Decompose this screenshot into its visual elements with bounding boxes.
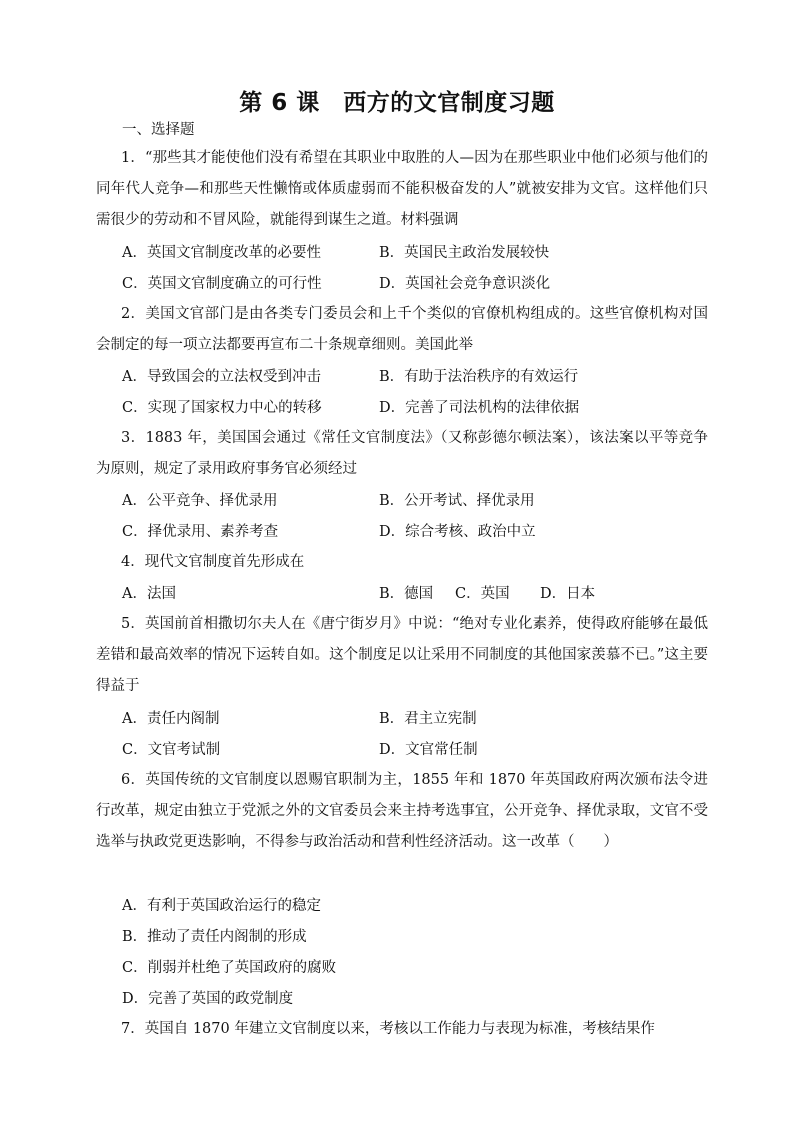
question-2-option-d: D．完善了司法机构的法律依据 (379, 400, 580, 416)
question-7-stem: 7．英国自 1870 年建立文官制度以来，考核以工作能力与表现为标准，考核结果作 (121, 1021, 655, 1037)
question-3-option-a: A．公平竞争、择优录用 (122, 493, 278, 509)
question-4-option-c: C．英国 (455, 586, 510, 602)
question-5-option-d: D．文官常任制 (379, 742, 478, 758)
question-6-option-b: B．推动了责任内阁制的形成 (122, 929, 307, 945)
question-3-option-d: D．综合考核、政治中立 (379, 524, 536, 540)
question-6-option-c: C．削弱并杜绝了英国政府的腐败 (122, 960, 337, 976)
question-1-option-c: C．英国文官制度确立的可行性 (122, 276, 322, 292)
question-2-option-c: C．实现了国家权力中心的转移 (122, 400, 322, 416)
section-heading: 一、选择题 (122, 122, 195, 138)
question-2-stem: 2．美国文官部门是由各类专门委员会和上千个类似的官僚机构组成的。这些官僚机构对国会制定的每一项立法都要再宣布二十条规章细则。美国此举 (96, 306, 708, 353)
page-title: 第 6 课 西方的文官制度习题 (239, 90, 555, 116)
question-4-option-a: A．法国 (122, 586, 176, 602)
question-1-option-a: A．英国文官制度改革的必要性 (122, 245, 321, 261)
question-1-option-d: D．英国社会竞争意识淡化 (379, 276, 551, 292)
question-5-option-b: B．君主立宪制 (379, 711, 477, 727)
question-1-option-b: B．英国民主政治发展较快 (379, 245, 550, 261)
question-1-stem: 1．“那些其才能使他们没有希望在其职业中取胜的人—因为在那些职业中他们必须与他们的同年代人竞争—和那些天性懒惰或体质虚弱而不能积极奋发的人”就被安排为文官。这样他们只需很少的劳动和不冒风险，就能得到谋生之道。材料强调 (96, 150, 708, 228)
question-6-stem: 6．英国传统的文官制度以恩赐官职制为主，1855 年和 1870 年英国政府两次颁布法令进行改革，规定由独立于党派之外的文官委员会来主持考选事宜，公开竞争、择优录取，文官不受选举与执政党更迭影响，不得参与政治活动和营利性经济活动。这一改革（ ） (96, 772, 708, 850)
question-3-option-c: C．择优录用、素养考查 (122, 524, 279, 540)
question-6-option-a: A．有利于英国政治运行的稳定 (122, 898, 321, 914)
question-4-option-b: B．德国 (379, 586, 434, 602)
question-2-option-b: B．有助于法治秩序的有效运行 (379, 369, 579, 385)
question-4-stem: 4．现代文官制度首先形成在 (121, 554, 305, 570)
question-5-option-c: C．文官考试制 (122, 742, 221, 758)
question-3-stem: 3．1883 年，美国国会通过《常任文官制度法》（又称彭德尔顿法案），该法案以平等竞争为原则，规定了录用政府事务官必须经过 (96, 430, 708, 477)
question-3-option-b: B．公开考试、择优录用 (379, 493, 535, 509)
question-4-option-d: D．日本 (540, 586, 596, 602)
question-5-stem: 5．英国前首相撒切尔夫人在《唐宁街岁月》中说：“绝对专业化素养，使得政府能够在最低差错和最高效率的情况下运转自如。这个制度足以让采用不同制度的其他国家羡慕不已。”这主要得益于 (96, 616, 708, 694)
question-5-option-a: A．责任内阁制 (122, 711, 220, 727)
question-6-option-d: D．完善了英国的政党制度 (122, 991, 294, 1007)
question-2-option-a: A．导致国会的立法权受到冲击 (122, 369, 321, 385)
